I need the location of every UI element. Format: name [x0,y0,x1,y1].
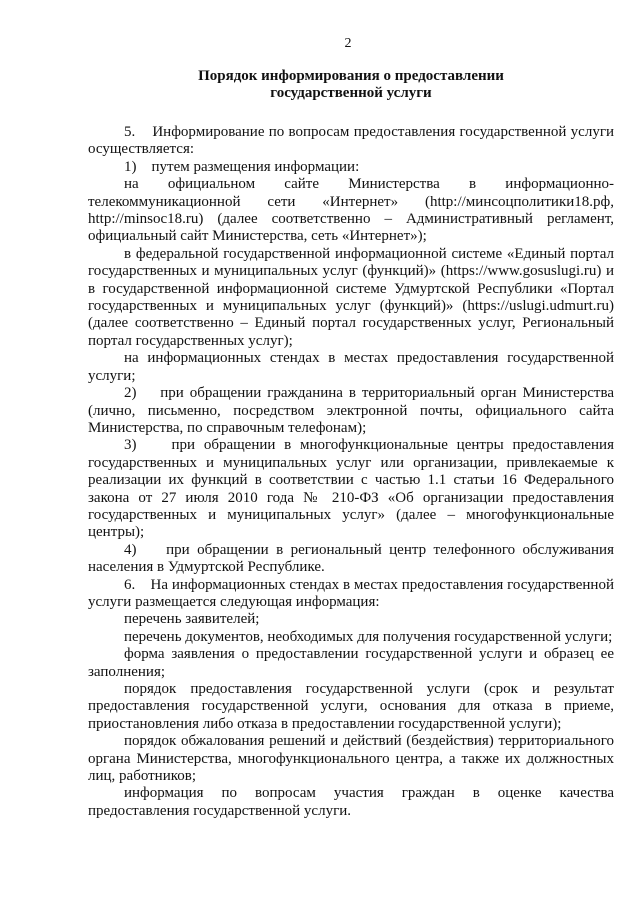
paragraph-5: 5. Информирование по вопросам предоставления государственной услуги осуществляется: [88,124,614,158]
list-item-application-form: форма заявления о предоставлении государственной услуги и образец ее заполнения; [88,646,614,680]
paragraph-5-item-1: 1) путем размещения информации: [124,158,360,175]
paragraph-unified-portal: в федеральной государственной информационной системе «Единый портал государственных и муниципальных услуг (функций)» (https://www.gosuslugi.ru) и в государственной информационной системе Удмуртской Республики «Портал государственных и муниципальных услуг (функций)» (https://uslugi.udmurt.ru) (далее соответственно – Единый портал государственных услуг, Региональный портал государственных услуг); [88,245,614,349]
paragraph-5-item-2: 2) при обращении гражданина в территориальный орган Министерства (лично, письменно, посредством электронной почты, официального сайта Министерства, по справочным телефонам); [88,385,614,436]
document-body [88,124,614,820]
paragraph-info-stands: на информационных стендах в местах предоставления государственной услуги; [88,350,614,384]
paragraph-6: 6. На информационных стендах в местах предоставления государственной услуги размещается следующая информация: [88,576,614,610]
list-item-quality-assessment: информация по вопросам участия граждан в оценке качества предоставления государственной услуги. [88,785,614,819]
paragraph-5-item-3: 3) при обращении в многофункциональные центры предоставления государственных и муниципальных услуг или организации, привлекаемые к реализации их функций в соответствии с частью 1.1 статьи 16 Федерального закона от 27 июля 2010 года № 210-ФЗ «Об организации предоставления государственных и муниципальных услуг» (далее – многофункциональные центры); [88,437,614,541]
title-line-1: Порядок информирования о предоставлении [198,68,504,84]
page-number: 2 [344,36,352,51]
list-item-appeal: порядок обжалования решений и действий (бездействия) территориального органа Министерства, многофункционального центра, а также их должностных лиц, работников; [88,733,614,785]
list-item-documents: перечень документов, необходимых для получения государственной услуги; [124,628,613,645]
paragraph-5-item-4: 4) при обращении в региональный центр телефонного обслуживания населения в Удмуртской Республике. [88,541,614,576]
title-line-2: государственной услуги [270,85,432,101]
paragraph-official-site: на официальном сайте Министерства в информационно-телекоммуникационной сети «Интернет» (http://минсоцполитики18.рф, http://minsoc18.ru) (далее соответственно – Административный регламент, официальный сайт Министерства, сеть «Интернет»); [88,176,614,245]
list-item-procedure: порядок предоставления государственной услуги (срок и результат предоставления государственной услуги, основания для отказа в приеме, приостановления либо отказа в предоставлении государственной услуги); [88,681,614,732]
page-title [88,68,614,102]
list-item-applicants: перечень заявителей; [124,611,260,628]
